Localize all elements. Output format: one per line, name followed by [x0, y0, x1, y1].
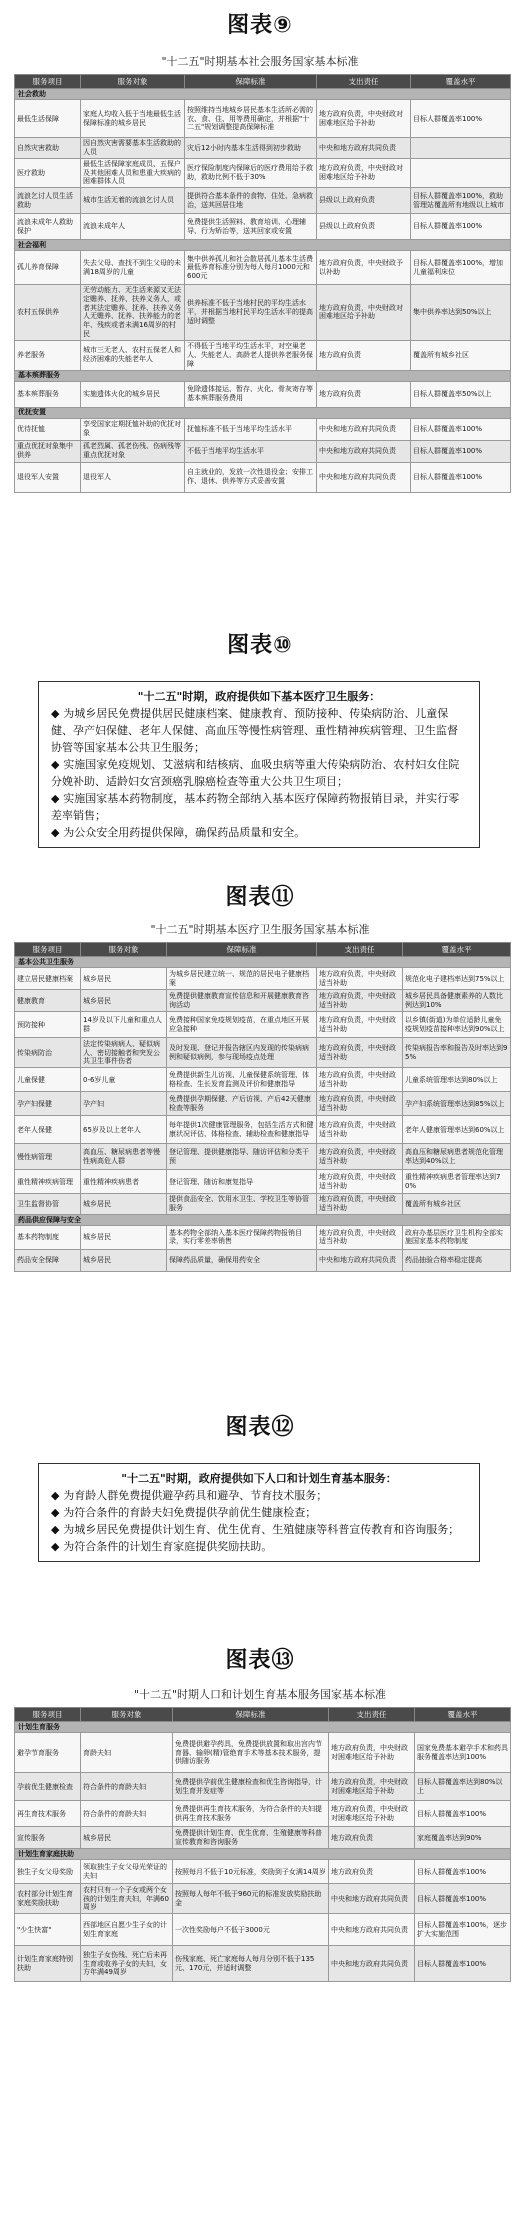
table-cell: 无劳动能力、无生活来源又无法定赡养、抚养、扶养义务人，或者其法定赡养、抚养、扶养义务人无赡养、抚养、扶养能力的老年、残疾或者未满16周岁的村民 — [81, 285, 185, 341]
table-cell: 免除遗体接运、暂存、火化、骨灰寄存等基本殡葬服务费用 — [185, 381, 317, 407]
table-cell: 传染病报告率和报告及时率达到95% — [403, 1038, 511, 1068]
table-row — [15, 1773, 511, 1801]
table-cell: 集中供养率达到50%以上 — [411, 285, 511, 341]
figure-11 — [0, 880, 520, 1272]
table-cell: 地方政府负责，中央财政适当补助 — [317, 1116, 403, 1144]
column-header: 服务项目 — [15, 1708, 81, 1722]
table-cell: 政府办基层医疗卫生机构全部实施国家基本药物制度 — [403, 1225, 511, 1249]
table-cell: 城市三无老人、农村五保老人和经济困难的失能老年人 — [81, 340, 185, 370]
figure-11-caption: "十二五"时期基本医疗卫生服务国家基本标准 — [150, 923, 370, 936]
section-label: 社会救助 — [15, 89, 511, 100]
bullet-diamond-icon: ◆ — [51, 1489, 64, 1503]
table-cell: 农村五保供养 — [15, 285, 81, 341]
table-row — [15, 440, 511, 462]
table-cell: 流浪乞讨人员生活救助 — [15, 188, 81, 214]
section-row — [15, 1214, 511, 1225]
figure-12-heading: 图表⑫ — [225, 1415, 295, 1440]
table-cell: 目标人群覆盖率50%以上 — [411, 381, 511, 407]
table-cell: 免费接种国家免疫规划疫苗，在重点地区开展应急接种 — [167, 1012, 317, 1038]
table-cell: 以乡镇(街道)为单位适龄儿童免疫规划疫苗接种率达到90%以上 — [403, 1012, 511, 1038]
bullet-diamond-icon: ◆ — [51, 1523, 64, 1537]
figure-11-heading: 图表⑪ — [225, 885, 295, 910]
column-header: 服务项目 — [15, 75, 81, 89]
table-cell: 计划生育家庭特别扶助 — [15, 1946, 81, 1982]
table-row — [15, 1225, 511, 1249]
table-cell: 失去父母、查找不到生父母的未满18周岁的儿童 — [81, 251, 185, 285]
section-row — [15, 1849, 511, 1860]
table-cell: 高血压、糖尿病患者等慢性病高危人群 — [81, 1144, 167, 1170]
table-cell: 老年人保健 — [15, 1116, 81, 1144]
table-cell: 中央和地方政府共同负责 — [329, 1884, 415, 1914]
table-row — [15, 1733, 511, 1773]
table-cell: 目标人群覆盖率100%，逐步扩大实施范围 — [415, 1914, 511, 1946]
table-row — [15, 418, 511, 440]
column-header: 保障标准 — [173, 1708, 329, 1722]
section-label: 优抚安置 — [15, 407, 511, 418]
table-cell: 中央和地方政府共同负责 — [317, 440, 411, 462]
table-cell: 供养标准不低于当地村民的平均生活水平，并根据当地村民平均生活水平的提高适时调整 — [185, 285, 317, 341]
table-cell: 目标人群覆盖率100% — [411, 462, 511, 492]
table-cell: 覆盖所有城乡社区 — [403, 1194, 511, 1215]
table-cell: 地方政府负责，中央财政对困难地区给予补助 — [317, 158, 411, 187]
column-header: 保障标准 — [167, 943, 317, 957]
table-cell: 目标人群覆盖率100% — [411, 100, 511, 138]
table-cell: 预防接种 — [15, 1012, 81, 1038]
table-cell: 按照维持当地城乡居民基本生活所必需的衣、食、住、用等费用确定，并根据"十二五"规划调整提高保障标准 — [185, 100, 317, 138]
table-cell: 农村部分计划生育家庭奖励扶助 — [15, 1884, 81, 1914]
figure-9 — [0, 8, 520, 493]
column-header: 支出责任 — [329, 1708, 415, 1722]
table-cell: 城乡居民具备健康素养的人数比例达到10% — [403, 990, 511, 1012]
table-cell: 国家免费基本避孕手术和药具服务覆盖率达到100% — [415, 1733, 511, 1773]
table-cell: 儿童系统管理率达到80%以上 — [403, 1068, 511, 1092]
bullet-diamond-icon: ◆ — [51, 826, 64, 840]
table-cell: 独生子女父母奖励 — [15, 1860, 81, 1884]
table-cell: 集中供养孤儿和社会散居孤儿基本生活费最低养育标准分别为每人每月1000元和600元 — [185, 251, 317, 285]
table-cell: 城乡居民 — [81, 1194, 167, 1215]
table-cell: 目标人群覆盖率100% — [415, 1860, 511, 1884]
table-cell: 再生育技术服务 — [15, 1801, 81, 1827]
table-cell: 0-6岁儿童 — [81, 1068, 167, 1092]
section-label: 社会福利 — [15, 240, 511, 251]
table-cell: 为城乡居民建立统一、规范的居民电子健康档案 — [167, 968, 317, 990]
table-cell: 65岁及以上老年人 — [81, 1116, 167, 1144]
table-cell: 城乡居民 — [81, 1225, 167, 1249]
table-cell: 孕产妇 — [81, 1092, 167, 1116]
table-cell: 中央和地方政府共同负责 — [317, 418, 411, 440]
box-list-text: 为公众安全用药提供保障，确保药品质量和安全。 — [63, 826, 306, 840]
table-row — [15, 340, 511, 370]
table-cell: 提供符合基本条件的食物、住处、急病救治，送其回居住地 — [185, 188, 317, 214]
table-row — [15, 138, 511, 159]
section-label: 基本殡葬服务 — [15, 370, 511, 381]
table-cell: 目标人群覆盖率100% — [411, 440, 511, 462]
figure-13 — [0, 1643, 520, 1982]
table-cell: 目标人群覆盖率100%，增加儿童福利床位 — [411, 251, 511, 285]
figure-9-caption: "十二五"时期基本社会服务国家基本标准 — [161, 55, 359, 68]
table-cell: 城乡居民 — [81, 1249, 167, 1271]
table-cell: 城乡居民 — [81, 990, 167, 1012]
box-intro: "十二五"时期，政府提供如下基本医疗卫生服务： — [137, 690, 381, 703]
table-cell: 免费提供再生育技术服务，为符合条件的夫妇提供再生育技术服务 — [173, 1801, 329, 1827]
figure-10-heading: 图表⑩ — [227, 633, 293, 658]
table-cell: 重性精神疾病患者管理率达到70% — [403, 1170, 511, 1194]
medical-services-box — [38, 681, 480, 848]
table-row — [15, 462, 511, 492]
column-header: 覆盖水平 — [411, 75, 511, 89]
table-cell: 地方政府负责，中央财政适当补助 — [317, 1068, 403, 1092]
figure-13-caption: "十二五"时期人口和计划生育基本服务国家基本标准 — [133, 1688, 387, 1701]
table-cell: 实施遗体火化的城乡居民 — [81, 381, 185, 407]
table-cell: 基本药物制度 — [15, 1225, 81, 1249]
box-list-item — [51, 824, 467, 841]
table-cell: 享受国家定期抚恤补助的优抚对象 — [81, 418, 185, 440]
table-row — [15, 968, 511, 990]
table-row — [15, 1092, 511, 1116]
table-cell: 14岁及以下儿童和重点人群 — [81, 1012, 167, 1038]
bullet-diamond-icon: ◆ — [51, 707, 64, 721]
table-cell: 孕前优生健康检查 — [15, 1773, 81, 1801]
table-cell: 重性精神疾病管理 — [15, 1170, 81, 1194]
figure-10 — [0, 628, 520, 848]
table-cell: 地方政府负责，中央财政适当补助 — [317, 1194, 403, 1215]
table-cell: 地方政府负责，中央财政对困难地区给予补助 — [317, 100, 411, 138]
table-cell: 基本殡葬服务 — [15, 381, 81, 407]
table-row — [15, 1884, 511, 1914]
section-row — [15, 1722, 511, 1733]
table-cell: 自主就业的，发放一次性退役金；安排工作、退休、供养等方式妥善安置 — [185, 462, 317, 492]
table-cell: 规范化电子建档率达到75%以上 — [403, 968, 511, 990]
table-cell: 免费提供计划生育、优生优育、生殖健康等科普宣传教育和咨询服务 — [173, 1827, 329, 1849]
table-row — [15, 158, 511, 187]
table-cell: 目标人群覆盖率达到80%以上 — [415, 1773, 511, 1801]
table-cell: 农村只有一个子女或两个女孩的计划生育夫妇，年满60周岁 — [81, 1884, 173, 1914]
table-header-row — [15, 75, 511, 89]
table-cell: 不得低于当地平均生活水平，对空巢老人、失能老人、高龄老人提供养老服务保障 — [185, 340, 317, 370]
table-cell: 因自然灾害需要基本生活救助的人员 — [81, 138, 185, 159]
box-list-item — [51, 790, 467, 824]
table-cell: 地方政府负责，中央财政适当补助 — [317, 1092, 403, 1116]
box-intro: "十二五"时期，政府提供如下人口和计划生育基本服务： — [121, 1472, 397, 1485]
table-cell: 健康教育 — [15, 990, 81, 1012]
section-label: 计划生育服务 — [15, 1722, 511, 1733]
column-header: 支出责任 — [317, 75, 411, 89]
figure-12 — [0, 1410, 520, 1562]
table-cell: 孕产妇系统管理率达到85%以上 — [403, 1092, 511, 1116]
box-list-text: 实施国家基本药物制度，基本药物全部纳入基本医疗保障药物报销目录，并实行零差率销售； — [51, 792, 460, 823]
table-cell: 重性精神疾病患者 — [81, 1170, 167, 1194]
table-row — [15, 1144, 511, 1170]
table-cell: 地方政府负责，中央财政对困难地区给予补助 — [329, 1773, 415, 1801]
table-cell: 每年提供1次健康管理服务，包括生活方式和健康状况评估、体格检查、辅助检查和健康指导 — [167, 1116, 317, 1144]
table-row — [15, 214, 511, 240]
table-cell: 基本药物全部纳入基本医疗保障药物报销目录，实行零差率销售 — [167, 1225, 317, 1249]
table-cell: 按照每人每年不低于960元的标准发放奖励扶助金 — [173, 1884, 329, 1914]
family-planning-box — [38, 1463, 480, 1562]
table-cell: 登记管理、提供健康指导、随访评估和分类干预 — [167, 1144, 317, 1170]
table-cell: 法定传染病病人、疑似病人、密切接触者和突发公共卫生事件伤者 — [81, 1038, 167, 1068]
table-row — [15, 1946, 511, 1982]
table-cell: 中央和地方政府共同负责 — [317, 1249, 403, 1271]
box-list-text: 实施国家免疫规划、艾滋病和结核病、血吸虫病等重大传染病防治、农村妇女住院分娩补助、适龄妇女宫颈癌乳腺癌检查等重大公共卫生项目； — [51, 758, 460, 789]
table-cell: 避孕节育服务 — [15, 1733, 81, 1773]
table-row — [15, 251, 511, 285]
table-cell: 免费提供新生儿访视、儿童保健系统管理、体格检查、生长发育监测及评价和健康指导 — [167, 1068, 317, 1092]
table-cell: 退役军人 — [81, 462, 185, 492]
table-cell: 符合条件的育龄夫妇 — [81, 1801, 173, 1827]
table-row — [15, 285, 511, 341]
table-cell: 灾后12小时内基本生活得到初步救助 — [185, 138, 317, 159]
table-cell: 重点优抚对象集中供养 — [15, 440, 81, 462]
table-row — [15, 188, 511, 214]
table-row — [15, 1068, 511, 1092]
table-cell: 地方政府负责，中央财政对困难地区给予补助 — [329, 1801, 415, 1827]
column-header: 保障标准 — [185, 75, 317, 89]
section-row — [15, 89, 511, 100]
table-cell: 目标人群覆盖率100% — [415, 1946, 511, 1982]
table-row — [15, 990, 511, 1012]
table-row — [15, 100, 511, 138]
table-cell: 医疗救助 — [15, 158, 81, 187]
bullet-diamond-icon: ◆ — [51, 1506, 64, 1520]
table-cell: 目标人群覆盖率100% — [411, 214, 511, 240]
table-cell: 目标人群覆盖率100% — [411, 418, 511, 440]
table-cell: 县级以上政府负责 — [317, 214, 411, 240]
table-cell: 高血压和糖尿病患者规范化管理率达到40%以上 — [403, 1144, 511, 1170]
table-cell: 及时发现、登记并报告辖区内发现的传染病病例和疑似病例，参与现场疫点处理 — [167, 1038, 317, 1068]
table-cell: 地方政府负责 — [317, 340, 411, 370]
box-list-item — [51, 756, 467, 790]
section-label: 基本公共卫生服务 — [15, 957, 511, 968]
table-row — [15, 1860, 511, 1884]
table-cell: 城市生活无着的流浪乞讨人员 — [81, 188, 185, 214]
table-cell: 地方政府负责，中央财政适当补助 — [317, 990, 403, 1012]
table-cell: 中央和地方政府共同负责 — [329, 1914, 415, 1946]
column-header: 覆盖水平 — [403, 943, 511, 957]
column-header: 服务对象 — [81, 1708, 173, 1722]
table-cell: 地方政府负责，中央财政适当补助 — [317, 1144, 403, 1170]
figure-13-heading: 图表⑬ — [225, 1648, 295, 1673]
box-list-text: 为城乡居民免费提供计划生育、优生优育、生殖健康等科普宣传教育和咨询服务； — [63, 1523, 460, 1537]
table-row — [15, 381, 511, 407]
table-cell: 家庭人均收入低于当地最低生活保障标准的城乡居民 — [81, 100, 185, 138]
table-cell: 免费提供避孕药具，免费提供放置和取出宫内节育器、输卵(精)管绝育手术等基本技术服务，提供随访服务 — [173, 1733, 329, 1773]
table-cell: 伤残家庭、死亡家庭每人每月分别不低于135元、170元，并适时调整 — [173, 1946, 329, 1982]
table-cell: 目标人群覆盖率100% — [415, 1884, 511, 1914]
table-cell: 城乡居民 — [81, 968, 167, 990]
table-cell: 地方政府负责，中央财政对困难地区给予补助 — [329, 1733, 415, 1773]
table-cell: 一次性奖励每户不低于3000元 — [173, 1914, 329, 1946]
table-header-row — [15, 943, 511, 957]
figure-9-heading: 图表⑨ — [227, 13, 293, 38]
table-cell: 覆盖所有城乡社区 — [411, 340, 511, 370]
column-header: 服务对象 — [81, 75, 185, 89]
table-cell: 符合条件的育龄夫妇 — [81, 1773, 173, 1801]
table-cell: 育龄夫妇 — [81, 1733, 173, 1773]
box-list-text: 为符合条件的育龄夫妇免费提供孕前优生健康检查； — [63, 1506, 317, 1520]
table-cell: 医疗保险制度内保障后的医疗费用给予救助，救助比例不低于30% — [185, 158, 317, 187]
table-cell: 抚恤标准不低于当地平均生活水平 — [185, 418, 317, 440]
box-list-item — [51, 1487, 467, 1504]
column-header: 支出责任 — [317, 943, 403, 957]
table-cell: 中央和地方政府共同负责 — [317, 462, 411, 492]
bullet-diamond-icon: ◆ — [51, 792, 64, 806]
table-cell: 地方政府负责 — [329, 1827, 415, 1849]
table-row — [15, 1170, 511, 1194]
table-row — [15, 1012, 511, 1038]
table-cell — [411, 158, 511, 187]
table-cell: 中央和地方政府共同负责 — [317, 138, 411, 159]
section-row — [15, 407, 511, 418]
table-cell: 县级以上政府负责 — [317, 188, 411, 214]
table-cell: 药品抽验合格率稳定提高 — [403, 1249, 511, 1271]
table-row — [15, 1194, 511, 1215]
table-cell: 药品安全保障 — [15, 1249, 81, 1271]
table-cell: 流浪未成年人救助保护 — [15, 214, 81, 240]
table-cell: 儿童保健 — [15, 1068, 81, 1092]
table-cell: 地方政府负责 — [329, 1860, 415, 1884]
table-cell: 目标人群覆盖率100%，救助管理站覆盖所有地级以上城市 — [411, 188, 511, 214]
table-cell: 地方政府负责，中央财政适当补助 — [317, 1012, 403, 1038]
table-cell: 家庭覆盖率达到90% — [415, 1827, 511, 1849]
table-cell: 保障药品质量，确保用药安全 — [167, 1249, 317, 1271]
box-list-text: 为城乡居民免费提供居民健康档案、健康教育、预防接种、传染病防治、儿童保健、孕产妇保健、老年人保健、高血压等慢性病管理、重性精神疾病管理、卫生监督协管等国家基本公共卫生服务； — [51, 707, 458, 755]
table-cell: 免费提供孕前优生健康检查和优生咨询指导，计划生育并发症等 — [173, 1773, 329, 1801]
table-row — [15, 1249, 511, 1271]
section-row — [15, 240, 511, 251]
box-list-item — [51, 705, 467, 756]
table-cell: 独生子女伤残、死亡后未再生育或收养子女的夫妇，女方年满49周岁 — [81, 1946, 173, 1982]
table-row — [15, 1038, 511, 1068]
table-cell: 宣传服务 — [15, 1827, 81, 1849]
table-row — [15, 1116, 511, 1144]
column-header: 服务对象 — [81, 943, 167, 957]
table-cell — [411, 138, 511, 159]
box-list-item — [51, 1538, 467, 1555]
table-cell: 养老服务 — [15, 340, 81, 370]
table-cell: 地方政府负责，中央财政适当补助 — [317, 1038, 403, 1068]
table-header-row — [15, 1708, 511, 1722]
table-cell: 流浪未成年人 — [81, 214, 185, 240]
table-cell: 地方政府负责，中央财政予以补助 — [317, 251, 411, 285]
table-cell: 孤儿养育保障 — [15, 251, 81, 285]
table-cell: 卫生监督协管 — [15, 1194, 81, 1215]
table-cell: 优待抚恤 — [15, 418, 81, 440]
table-cell: 领取独生子女父母光荣证的夫妇 — [81, 1860, 173, 1884]
box-list-text: 为育龄人群免费提供避孕药具和避孕、节育技术服务； — [63, 1489, 328, 1503]
table-cell: 孕产妇保健 — [15, 1092, 81, 1116]
table-cell: 建立居民健康档案 — [15, 968, 81, 990]
table-cell: 登记管理、随访和康复指导 — [167, 1170, 317, 1194]
table-row — [15, 1914, 511, 1946]
table-cell: 退役军人安置 — [15, 462, 81, 492]
table-cell: 孤老烈属、孤老伤残、伤病残等重点优抚对象 — [81, 440, 185, 462]
column-header: 覆盖水平 — [415, 1708, 511, 1722]
table-cell: 地方政府负责，中央财政适当补助 — [317, 1170, 403, 1194]
box-list-text: 为符合条件的计划生育家庭提供奖励扶助。 — [63, 1540, 273, 1554]
table-cell: 最低生活保障家庭成员、五保户及其他困难人员和患重大疾病的困难群体人员 — [81, 158, 185, 187]
table-cell: 地方政府负责，中央财政适当补助 — [317, 968, 403, 990]
section-row — [15, 370, 511, 381]
table-row — [15, 1827, 511, 1849]
table-cell: 免费提供健康教育宣传信息和开展健康教育咨询活动 — [167, 990, 317, 1012]
column-header: 服务项目 — [15, 943, 81, 957]
social-services-table — [14, 74, 511, 493]
box-list-item — [51, 1521, 467, 1538]
table-cell: "少生快富" — [15, 1914, 81, 1946]
table-cell: 不低于当地平均生活水平 — [185, 440, 317, 462]
table-cell: 城乡居民 — [81, 1827, 173, 1849]
section-label: 药品供应保障与安全 — [15, 1214, 511, 1225]
table-cell: 提供食品安全、饮用水卫生、学校卫生等协管服务 — [167, 1194, 317, 1215]
medical-standards-table — [14, 942, 511, 1272]
table-cell: 地方政府负责，中央财政适当补助 — [317, 1225, 403, 1249]
bullet-diamond-icon: ◆ — [51, 758, 64, 772]
table-cell: 按照每月不低于10元标准，奖励到子女满14周岁 — [173, 1860, 329, 1884]
section-label: 计划生育家庭扶助 — [15, 1849, 511, 1860]
table-cell: 免费提供孕期保健、产后访视、产后42天健康检查等服务 — [167, 1092, 317, 1116]
table-cell: 地方政府负责，中央财政对困难地区给予补助 — [317, 285, 411, 341]
table-cell: 自然灾害救助 — [15, 138, 81, 159]
bullet-diamond-icon: ◆ — [51, 1540, 64, 1554]
table-cell: 地方政府负责 — [317, 381, 411, 407]
table-cell: 目标人群覆盖率100% — [415, 1801, 511, 1827]
box-list-item — [51, 1504, 467, 1521]
table-cell: 老年人健康管理率达到60%以上 — [403, 1116, 511, 1144]
table-row — [15, 1801, 511, 1827]
table-cell: 西部地区自愿少生子女的计划生育家庭 — [81, 1914, 173, 1946]
table-cell: 最低生活保障 — [15, 100, 81, 138]
table-cell: 中央和地方政府共同负责 — [329, 1946, 415, 1982]
table-cell: 传染病防治 — [15, 1038, 81, 1068]
table-cell: 慢性病管理 — [15, 1144, 81, 1170]
section-row — [15, 957, 511, 968]
table-cell: 免费提供生活照料、教育培训、心理辅导、行为矫治等，送其回家或安置 — [185, 214, 317, 240]
family-planning-table — [14, 1707, 511, 1982]
